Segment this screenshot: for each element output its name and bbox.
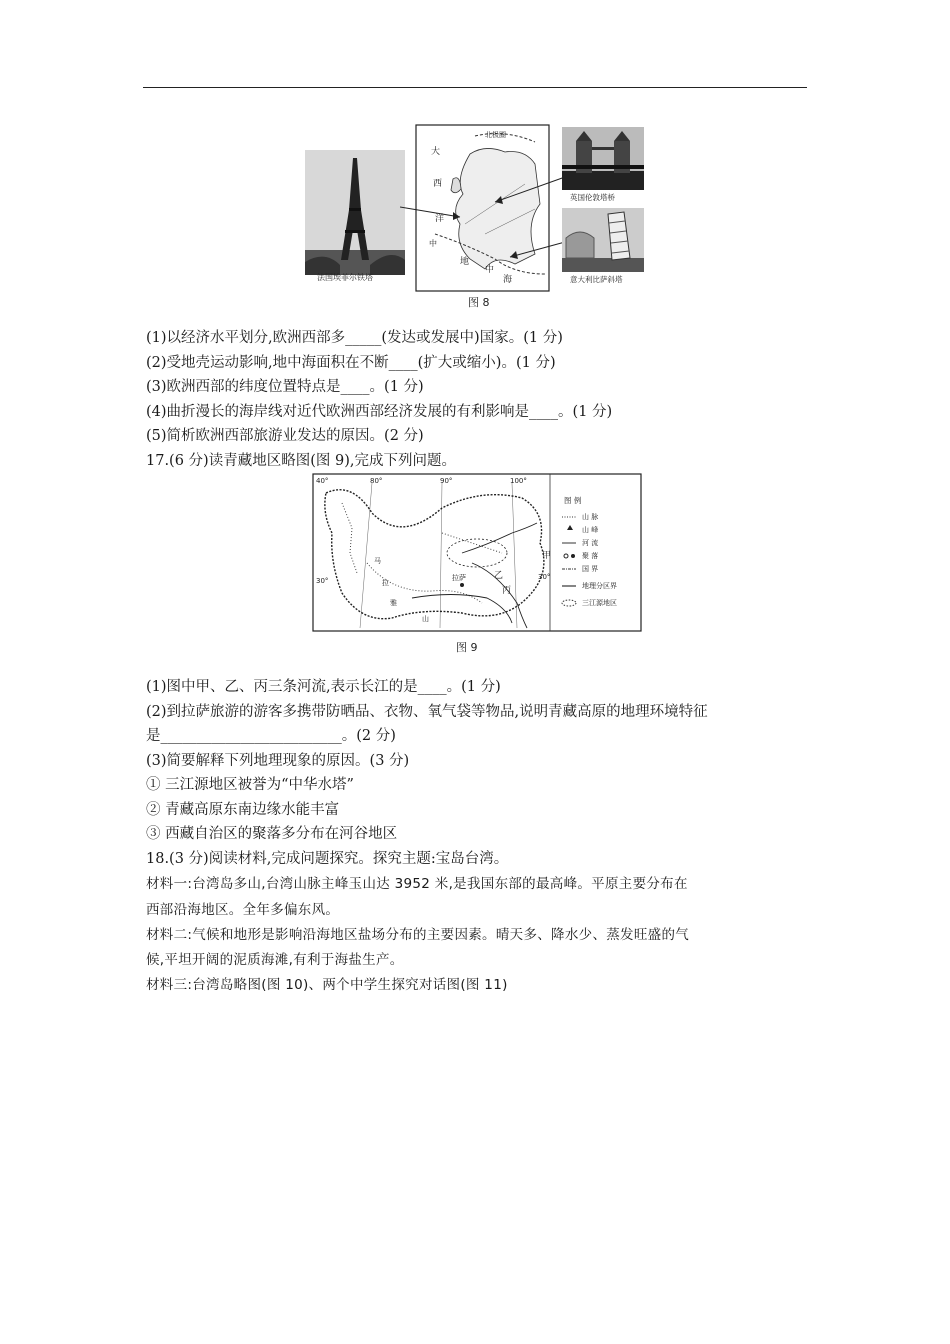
map-label-la: 拉: [382, 579, 389, 587]
map-label-ya: 雅: [390, 599, 397, 607]
legend-peak: 山 峰: [582, 526, 599, 534]
figure-8-caption: 图 8: [468, 296, 490, 309]
figure-9: [312, 473, 642, 653]
material-2-line-2: 候,平坦开阔的泥质海滩,有利于海盐生产。: [146, 952, 404, 968]
eiffel-tower-image: [305, 150, 405, 287]
pisa-tower-label: 意大利比萨斜塔: [570, 275, 623, 284]
tower-bridge-image: [562, 127, 644, 190]
q17-reason-3: ③ 西藏自治区的聚落多分布在河谷地区: [146, 826, 398, 842]
material-1-line-1: 材料一:台湾岛多山,台湾山脉主峰玉山达 3952 米,是我国东部的最高峰。平原主要分布在: [146, 876, 688, 892]
material-2-line-1: 材料二:气候和地形是影响沿海地区盐场分布的主要因素。晴天多、降水少、蒸发旺盛的气: [146, 927, 690, 943]
legend-sanjiangyuan: 三江源地区: [582, 599, 617, 607]
map-label-yang: 洋: [435, 214, 445, 224]
q16-item-3: (3)欧洲西部的纬度位置特点是____。(1 分): [146, 379, 424, 395]
q17-item-1: (1)图中甲、乙、丙三条河流,表示长江的是____。(1 分): [146, 679, 501, 695]
q16-item-4: (4)曲折漫长的海岸线对近代欧洲西部经济发展的有利影响是____。(1 分): [146, 404, 613, 420]
q17-item-2-cont: 是_________________________。(2 分): [146, 728, 396, 744]
lat-30-left: 30°: [316, 577, 329, 585]
figure-8: [305, 122, 645, 312]
map-label-ma: 马: [374, 557, 381, 565]
map-label-zhong2: 中: [485, 265, 495, 275]
legend-river: 河 流: [582, 539, 599, 547]
figure-9-caption: 图 9: [456, 641, 478, 654]
q17-item-3: (3)简要解释下列地理现象的原因。(3 分): [146, 753, 410, 769]
map-label-hai: 海: [503, 275, 513, 285]
q16-item-1: (1)以经济水平划分,欧洲西部多_____(发达或发展中)国家。(1 分): [146, 330, 563, 346]
q17-reason-1: ① 三江源地区被誉为“中华水塔”: [146, 777, 354, 793]
river-jia: 甲: [542, 551, 552, 561]
material-3: 材料三:台湾岛略图(图 10)、两个中学生探究对话图(图 11): [146, 977, 508, 993]
map-label-xi: 西: [433, 179, 443, 189]
map-label-da: 大: [431, 147, 441, 157]
legend-region-boundary: 地理分区界: [582, 582, 617, 590]
map-label-zhong1: 中: [429, 239, 437, 248]
legend-title: 图 例: [564, 496, 582, 505]
city-lhasa: 拉萨: [452, 574, 466, 582]
header-rule: [143, 87, 807, 88]
q18-title: 18.(3 分)阅读材料,完成问题探究。探究主题:宝岛台湾。: [146, 851, 509, 867]
map-label-arctic: 北极圈: [485, 131, 506, 139]
legend-mountain: 山 脉: [582, 513, 599, 521]
legend-settlement: 聚 落: [582, 552, 599, 560]
river-bing: 丙: [502, 586, 512, 596]
lon-80: 80°: [370, 477, 383, 485]
lon-90: 90°: [440, 477, 453, 485]
tower-bridge-label: 英国伦敦塔桥: [570, 193, 615, 202]
eiffel-label: 法国埃菲尔铁塔: [317, 273, 373, 282]
map-label-shan: 山: [422, 615, 429, 623]
tibet-map: [312, 473, 642, 633]
legend-border: 国 界: [582, 565, 599, 573]
q16-item-5: (5)简析欧洲西部旅游业发达的原因。(2 分): [146, 428, 424, 444]
lat-40: 40°: [316, 477, 329, 485]
material-1-line-2: 西部沿海地区。全年多偏东风。: [146, 902, 340, 918]
q17-reason-2: ② 青藏高原东南边缘水能丰富: [146, 802, 340, 818]
river-yi: 乙: [494, 571, 504, 581]
figure-8-arrows: [400, 162, 575, 272]
pisa-tower-image: [562, 208, 644, 272]
lat-30-right: 30°: [538, 573, 551, 581]
map-label-di: 地: [460, 257, 470, 267]
q17-item-2: (2)到拉萨旅游的游客多携带防晒品、衣物、氧气袋等物品,说明青藏高原的地理环境特征: [146, 704, 708, 720]
q17-title: 17.(6 分)读青藏地区略图(图 9),完成下列问题。: [146, 453, 456, 469]
q16-item-2: (2)受地壳运动影响,地中海面积在不断____(扩大或缩小)。(1 分): [146, 355, 556, 371]
lon-100: 100°: [510, 477, 527, 485]
